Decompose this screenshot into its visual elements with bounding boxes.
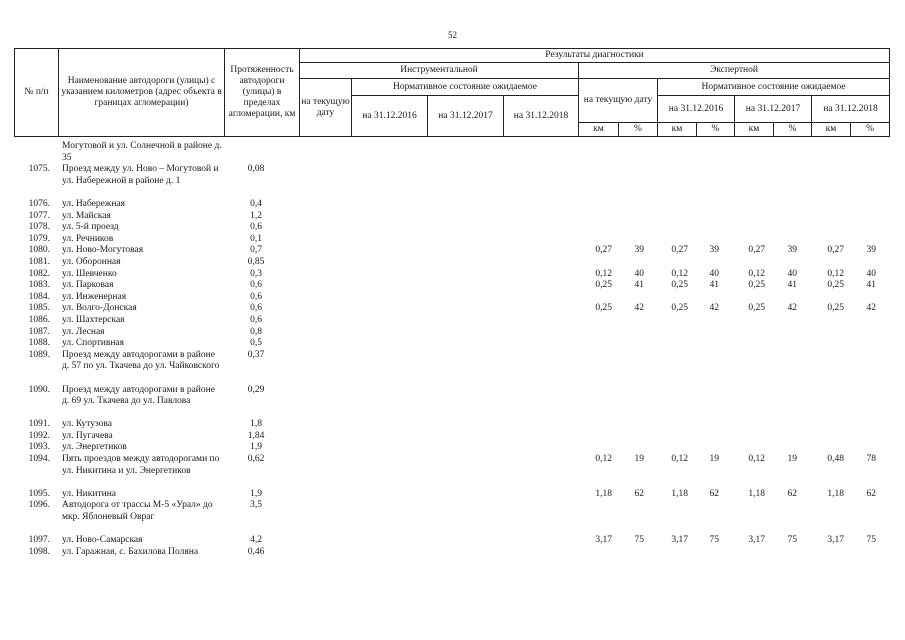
table-row [14, 303, 880, 315]
road-length: 1,2 [250, 210, 262, 221]
row-number: 1091. [28, 419, 50, 430]
value-km: 0,25 [748, 280, 765, 291]
table-row [14, 199, 880, 211]
road-name: ул. Майская [62, 210, 111, 221]
road-length: 0,6 [250, 314, 262, 325]
row-number: 1095. [28, 488, 50, 499]
value-percent: 42 [787, 303, 797, 314]
value-km: 0,12 [671, 268, 688, 279]
road-length: 0,8 [250, 326, 262, 337]
road-name: ул. Гаражная, с. Бахилова Поляна [62, 546, 199, 557]
road-length: 0,1 [250, 233, 262, 244]
road-length: 3,5 [250, 500, 262, 511]
value-percent: 40 [709, 268, 719, 279]
table-row [14, 269, 880, 281]
value-km: 0,12 [748, 454, 765, 465]
value-percent: 41 [709, 280, 719, 291]
road-name: ул. Пугачева [62, 430, 113, 441]
value-km: 1,18 [595, 488, 612, 499]
value-km: 1,18 [827, 488, 844, 499]
table-row [14, 292, 880, 304]
header-unit-km: км [658, 123, 697, 137]
value-km: 1,18 [671, 488, 688, 499]
road-name: ул. Спортивная [62, 338, 125, 349]
table-row [14, 327, 880, 339]
table-row [14, 141, 880, 164]
page-number: 52 [448, 30, 457, 40]
road-length: 0,6 [250, 303, 262, 314]
value-km: 0,12 [595, 268, 612, 279]
row-number: 1084. [28, 291, 50, 302]
row-number: 1078. [28, 222, 50, 233]
header-unit-km: км [579, 123, 619, 137]
road-name: Пять проездов между автодорогами по ул. Никитина и ул. Энергетиков [62, 454, 220, 476]
row-number: 1090. [28, 384, 50, 395]
table-row [14, 489, 880, 501]
header-unit-km: км [735, 123, 774, 137]
header-unit-km: км [812, 123, 851, 137]
header-results: Результаты диагностики [300, 49, 890, 63]
road-name: ул. Шахтерская [62, 314, 125, 325]
row-number: 1087. [28, 326, 50, 337]
header-expert-normative: Нормативное состояние ожидаемое [658, 79, 890, 96]
value-km: 0,25 [827, 303, 844, 314]
value-km: 3,17 [748, 535, 765, 546]
road-length: 1,84 [247, 430, 265, 441]
value-km: 0,12 [671, 454, 688, 465]
table-row [14, 245, 880, 257]
road-length: 1,8 [250, 419, 262, 430]
row-number: 1076. [28, 198, 50, 209]
road-name: Автодорога от трассы М-5 «Урал» до мкр. Яблоневый Овраг [62, 500, 213, 523]
road-name: ул. Шевченко [62, 268, 117, 279]
value-km: 0,12 [827, 268, 844, 279]
value-percent: 39 [787, 245, 797, 256]
header-unit-pct: % [697, 123, 735, 137]
row-number: 1096. [28, 500, 50, 511]
table-row [14, 350, 880, 385]
table-row [14, 257, 880, 269]
header-name: Наименование автодороги (улицы) с указанием километров (адрес объекта в границах агломерации) [59, 49, 225, 137]
road-length: 0,6 [250, 291, 262, 302]
value-percent: 19 [634, 454, 644, 465]
value-km: 3,17 [671, 535, 688, 546]
row-number: 1094. [28, 454, 50, 465]
table-row [14, 535, 880, 547]
value-percent: 42 [709, 303, 719, 314]
header-instrumental: Инструментальной [300, 63, 579, 79]
row-number: 1093. [28, 442, 50, 453]
road-length: 0,3 [250, 268, 262, 279]
value-percent: 41 [787, 280, 797, 291]
road-name: ул. Речников [62, 233, 114, 244]
value-percent: 39 [634, 245, 644, 256]
value-km: 0,25 [671, 280, 688, 291]
value-percent: 62 [634, 488, 644, 499]
header-unit-pct: % [619, 123, 658, 137]
row-number: 1080. [28, 245, 50, 256]
table-row [14, 385, 880, 420]
value-percent: 75 [634, 535, 644, 546]
table-row [14, 234, 880, 246]
header-expert-date-2017: на 31.12.2017 [735, 96, 812, 123]
value-percent: 40 [866, 268, 876, 279]
value-percent: 62 [787, 488, 797, 499]
road-name: ул. Никитина [62, 488, 117, 499]
header-instr-date-2016: на 31.12.2016 [352, 96, 428, 137]
value-percent: 75 [866, 535, 876, 546]
table-row [14, 431, 880, 443]
road-name: ул. Парковая [62, 280, 114, 291]
value-km: 0,25 [827, 280, 844, 291]
row-number: 1085. [28, 303, 50, 314]
road-length: 0,62 [247, 454, 265, 465]
header-unit-pct: % [851, 123, 890, 137]
value-km: 0,25 [671, 303, 688, 314]
table-row [14, 547, 880, 570]
header-expert: Экспертной [579, 63, 890, 79]
table-body [14, 141, 880, 570]
road-length: 1,9 [250, 488, 262, 499]
road-name: ул. Кутузова [62, 419, 112, 430]
road-name: Проезд между автодорогами в районе д. 69 ул. Ткачева до ул. Павлова [62, 384, 215, 407]
value-percent: 62 [709, 488, 719, 499]
value-percent: 39 [866, 245, 876, 256]
table-row [14, 315, 880, 327]
value-percent: 75 [787, 535, 797, 546]
value-percent: 41 [634, 280, 644, 291]
row-number: 1088. [28, 338, 50, 349]
value-km: 0,27 [671, 245, 688, 256]
road-length: 4,2 [250, 535, 262, 546]
row-number: 1097. [28, 535, 50, 546]
table-row [14, 222, 880, 234]
road-length: 0,5 [250, 338, 262, 349]
row-number: 1081. [28, 256, 50, 267]
value-km: 0,48 [827, 454, 844, 465]
value-km: 3,17 [595, 535, 612, 546]
header-expert-date-2018: на 31.12.2018 [812, 96, 890, 123]
road-name: ул. Оборонная [62, 256, 121, 267]
row-number: 1083. [28, 280, 50, 291]
value-percent: 62 [866, 488, 876, 499]
diagnostics-table-header [14, 48, 890, 137]
header-length: Протяженность автодороги (улицы) в пределах агломерации, км [225, 49, 300, 137]
road-length: 0,46 [247, 546, 265, 557]
road-name: ул. Волго-Донская [62, 303, 137, 314]
header-instr-date-2017: на 31.12.2017 [428, 96, 504, 137]
table-row [14, 211, 880, 223]
road-length: 0,4 [250, 198, 262, 209]
row-number: 1092. [28, 430, 50, 441]
road-length: 0,29 [247, 384, 265, 395]
row-number: 1075. [28, 164, 50, 175]
row-number: 1082. [28, 268, 50, 279]
table-row [14, 500, 880, 535]
table-row [14, 454, 880, 489]
header-instr-current-date: на текущую дату [300, 79, 352, 137]
road-name: ул. Ново-Самарская [62, 535, 143, 546]
value-km: 3,17 [827, 535, 844, 546]
value-km: 0,12 [595, 454, 612, 465]
road-name: ул. 5-й проезд [62, 222, 119, 233]
road-length: 0,6 [250, 222, 262, 233]
value-km: 1,18 [748, 488, 765, 499]
table-row [14, 280, 880, 292]
value-percent: 42 [866, 303, 876, 314]
value-percent: 75 [709, 535, 719, 546]
header-expert-current-date: на текущую дату [579, 79, 658, 123]
value-km: 0,27 [827, 245, 844, 256]
header-instr-normative: Нормативное состояние ожидаемое [352, 79, 579, 96]
table-row [14, 442, 880, 454]
road-length: 0,85 [247, 256, 265, 267]
road-name: ул. Инженерная [62, 291, 127, 302]
road-name: ул. Ново-Могутовая [62, 245, 144, 256]
road-name: Могутовой и ул. Солнечной в районе д. 35 [62, 141, 222, 163]
value-percent: 39 [709, 245, 719, 256]
value-percent: 78 [866, 454, 876, 465]
value-percent: 42 [634, 303, 644, 314]
table-row [14, 164, 880, 199]
road-length: 0,37 [247, 349, 265, 360]
value-km: 0,25 [595, 303, 612, 314]
row-number: 1089. [28, 349, 50, 360]
value-percent: 19 [787, 454, 797, 465]
value-percent: 19 [709, 454, 719, 465]
road-name: Проезд между автодорогами в районе д. 57 по ул. Ткачева до ул. Чайковского [62, 349, 220, 372]
row-number: 1077. [28, 210, 50, 221]
road-name: ул. Энергетиков [62, 442, 127, 453]
row-number: 1098. [28, 546, 50, 557]
road-name: ул. Лесная [62, 326, 105, 337]
row-number: 1079. [28, 233, 50, 244]
header-unit-pct: % [774, 123, 812, 137]
value-km: 0,27 [748, 245, 765, 256]
value-percent: 41 [866, 280, 876, 291]
table-row [14, 338, 880, 350]
road-length: 0,7 [250, 245, 262, 256]
road-length: 0,6 [250, 280, 262, 291]
header-instr-date-2018: на 31.12.2018 [504, 96, 579, 137]
value-km: 0,25 [595, 280, 612, 291]
road-length: 1,9 [250, 442, 262, 453]
value-percent: 40 [787, 268, 797, 279]
value-km: 0,27 [595, 245, 612, 256]
header-num: № п/п [15, 49, 59, 137]
value-km: 0,25 [748, 303, 765, 314]
table-row [14, 419, 880, 431]
header-expert-date-2016: на 31.12.2016 [658, 96, 735, 123]
road-name: Проезд между ул. Ново – Могутовой и ул. Набережной в районе д. 1 [62, 164, 219, 186]
road-length: 0,08 [247, 164, 265, 175]
row-number: 1086. [28, 314, 50, 325]
road-name: ул. Набережная [62, 198, 126, 209]
value-percent: 40 [634, 268, 644, 279]
value-km: 0,12 [748, 268, 765, 279]
